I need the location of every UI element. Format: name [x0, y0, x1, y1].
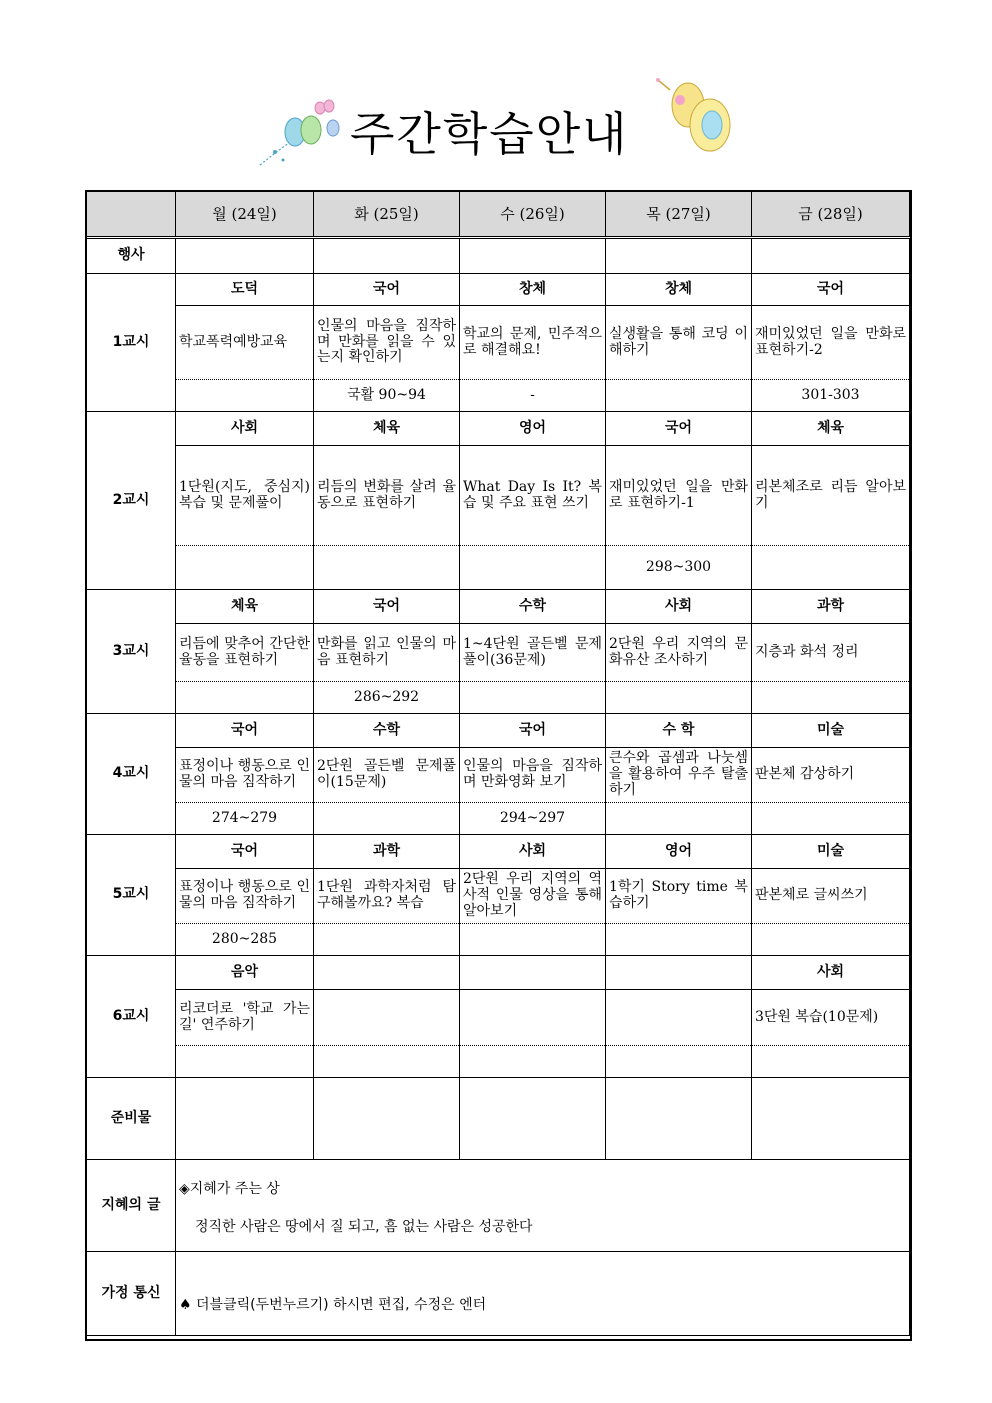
page-range-cell[interactable]: 274~279 — [176, 803, 314, 835]
period-desc-row — [87, 990, 910, 1046]
period-desc-row — [87, 306, 910, 380]
title-area — [0, 70, 992, 180]
page-range-cell[interactable] — [606, 1046, 752, 1078]
period-label: 6교시 — [87, 956, 176, 1078]
period-page-row — [87, 380, 910, 412]
lesson-description-cell[interactable]: 인물의 마음을 짐작하며 만화를 읽을 수 있는지 확인하기 — [314, 306, 460, 380]
page-range-cell[interactable] — [460, 924, 606, 956]
subject-cell[interactable]: 국어 — [176, 714, 314, 748]
subject-cell[interactable]: 국어 — [606, 412, 752, 446]
event-row — [87, 238, 910, 274]
day-header: 금 (28일) — [752, 192, 910, 238]
lesson-description-cell[interactable]: 판본체로 글씨쓰기 — [752, 869, 910, 924]
period-label: 3교시 — [87, 590, 176, 714]
header-row — [87, 192, 910, 238]
subject-cell[interactable]: 과학 — [752, 590, 910, 624]
subject-cell[interactable]: 체육 — [752, 412, 910, 446]
subject-cell[interactable]: 사회 — [460, 835, 606, 869]
page-range-cell[interactable]: 301-303 — [752, 380, 910, 412]
event-cell[interactable] — [460, 238, 606, 274]
subject-cell[interactable]: 음악 — [176, 956, 314, 990]
lesson-description-cell[interactable]: 2단원 골든벨 문제풀이(15문제) — [314, 748, 460, 803]
lesson-description-cell[interactable]: 1단원(지도, 중심지) 복습 및 문제풀이 — [176, 446, 314, 546]
subject-cell[interactable]: 창체 — [460, 274, 606, 306]
page-range-cell[interactable] — [752, 682, 910, 714]
page-range-cell[interactable]: 294~297 — [460, 803, 606, 835]
subject-cell[interactable]: 사회 — [176, 412, 314, 446]
page-range-cell[interactable] — [752, 546, 910, 590]
header-corner — [87, 192, 176, 238]
home-notice-content[interactable] — [176, 1252, 910, 1336]
subject-cell[interactable]: 수 학 — [606, 714, 752, 748]
subject-cell[interactable]: 국어 — [314, 590, 460, 624]
subject-cell[interactable]: 국어 — [314, 274, 460, 306]
period-page-row — [87, 803, 910, 835]
supplies-cell[interactable] — [314, 1078, 460, 1160]
lesson-description-cell[interactable]: 리듬의 변화를 살려 율동으로 표현하기 — [314, 446, 460, 546]
lesson-description-cell[interactable]: 지층과 화석 정리 — [752, 624, 910, 682]
lesson-description-cell[interactable]: 실생활을 통해 코딩 이해하기 — [606, 306, 752, 380]
subject-cell[interactable] — [314, 956, 460, 990]
subject-cell[interactable] — [460, 956, 606, 990]
subject-cell[interactable]: 국어 — [460, 714, 606, 748]
subject-cell[interactable]: 영어 — [606, 835, 752, 869]
subject-cell[interactable]: 사회 — [752, 956, 910, 990]
lesson-description-cell[interactable]: 1학기 Story time 복습하기 — [606, 869, 752, 924]
subject-cell[interactable]: 창체 — [606, 274, 752, 306]
page-range-cell[interactable] — [752, 803, 910, 835]
lesson-description-cell[interactable]: 학교의 문제, 민주적으로 해결해요! — [460, 306, 606, 380]
period-label: 1교시 — [87, 274, 176, 412]
lesson-description-cell[interactable] — [460, 990, 606, 1046]
page-range-cell[interactable] — [314, 803, 460, 835]
wisdom-text: 정직한 사람은 땅에서 질 되고, 흠 없는 사람은 성공한다 — [195, 1218, 533, 1235]
lesson-description-cell[interactable] — [606, 990, 752, 1046]
subject-cell[interactable]: 영어 — [460, 412, 606, 446]
period-subject-row — [87, 590, 910, 624]
subject-cell[interactable]: 체육 — [314, 412, 460, 446]
subject-cell[interactable] — [606, 956, 752, 990]
subject-cell[interactable]: 체육 — [176, 590, 314, 624]
period-desc-row — [87, 748, 910, 803]
supplies-cell[interactable] — [606, 1078, 752, 1160]
period-label: 4교시 — [87, 714, 176, 835]
lesson-description-cell[interactable]: 리듬에 맞추어 간단한 율동을 표현하기 — [176, 624, 314, 682]
page-range-cell[interactable] — [752, 1046, 910, 1078]
page-range-cell[interactable] — [176, 682, 314, 714]
lesson-description-cell[interactable]: 2단원 우리 지역의 역사적 인물 영상을 통해 알아보기 — [460, 869, 606, 924]
subject-cell[interactable]: 수학 — [460, 590, 606, 624]
period-desc-row — [87, 624, 910, 682]
page-range-cell[interactable] — [606, 924, 752, 956]
lesson-description-cell[interactable]: 만화를 읽고 인물의 마음 표현하기 — [314, 624, 460, 682]
subject-cell[interactable]: 과학 — [314, 835, 460, 869]
lesson-description-cell[interactable]: 인물의 마음을 짐작하며 만화영화 보기 — [460, 748, 606, 803]
lesson-description-cell[interactable]: 재미있었던 일을 만화로 표현하기-1 — [606, 446, 752, 546]
lesson-description-cell[interactable]: 큰수와 곱셈과 나눗셈을 활용하여 우주 탈출하기 — [606, 748, 752, 803]
wisdom-row — [87, 1160, 910, 1252]
period-subject-row — [87, 835, 910, 869]
page-range-cell[interactable]: 286~292 — [314, 682, 460, 714]
page-range-cell[interactable] — [460, 546, 606, 590]
period-desc-row — [87, 446, 910, 546]
day-header: 월 (24일) — [176, 192, 314, 238]
subject-cell[interactable]: 국어 — [752, 274, 910, 306]
period-subject-row — [87, 956, 910, 990]
page-range-cell[interactable]: 국활 90~94 — [314, 380, 460, 412]
lesson-description-cell[interactable]: 1단원 과학자처럼 탐구해볼까요? 복습 — [314, 869, 460, 924]
page-range-cell[interactable] — [460, 682, 606, 714]
period-page-row — [87, 1046, 910, 1078]
home-notice-row — [87, 1252, 910, 1336]
page-title: 주간학습안내 — [350, 107, 629, 161]
lesson-description-cell[interactable]: What Day Is It? 복습 및 주요 표현 쓰기 — [460, 446, 606, 546]
page-range-cell[interactable] — [752, 924, 910, 956]
page-range-cell[interactable] — [176, 380, 314, 412]
period-label: 5교시 — [87, 835, 176, 956]
butterfly-left-icon — [255, 90, 355, 170]
lesson-description-cell[interactable] — [314, 990, 460, 1046]
lesson-description-cell[interactable]: 2단원 우리 지역의 문화유산 조사하기 — [606, 624, 752, 682]
subject-cell[interactable]: 미술 — [752, 835, 910, 869]
lesson-description-cell[interactable]: 리코더로 '학교 가는 길' 연주하기 — [176, 990, 314, 1046]
day-header: 화 (25일) — [314, 192, 460, 238]
page-range-cell[interactable] — [606, 380, 752, 412]
lesson-description-cell[interactable]: 표정이나 행동으로 인물의 마음 짐작하기 — [176, 869, 314, 924]
day-header: 수 (26일) — [460, 192, 606, 238]
lesson-description-cell[interactable]: 학교폭력예방교육 — [176, 306, 314, 380]
period-page-row — [87, 546, 910, 590]
subject-cell[interactable]: 도덕 — [176, 274, 314, 306]
supplies-label: 준비물 — [87, 1078, 176, 1160]
lesson-description-cell[interactable]: 1~4단원 골든벨 문제 풀이(36문제) — [460, 624, 606, 682]
subject-cell[interactable]: 미술 — [752, 714, 910, 748]
page-range-cell[interactable] — [606, 682, 752, 714]
supplies-row — [87, 1078, 910, 1160]
day-header: 목 (27일) — [606, 192, 752, 238]
subject-cell[interactable]: 수학 — [314, 714, 460, 748]
page-range-cell[interactable] — [314, 924, 460, 956]
period-subject-row — [87, 412, 910, 446]
butterfly-right-icon — [650, 70, 750, 160]
page-range-cell[interactable] — [176, 546, 314, 590]
supplies-cell[interactable] — [176, 1078, 314, 1160]
wisdom-heading: ◈지혜가 주는 상 — [179, 1180, 280, 1197]
lesson-description-cell[interactable]: 판본체 감상하기 — [752, 748, 910, 803]
period-label: 2교시 — [87, 412, 176, 590]
page-range-cell[interactable]: - — [460, 380, 606, 412]
subject-cell[interactable]: 사회 — [606, 590, 752, 624]
wisdom-label: 지혜의 글 — [87, 1160, 176, 1252]
period-subject-row — [87, 714, 910, 748]
page-range-cell[interactable] — [314, 1046, 460, 1078]
lesson-description-cell[interactable]: 3단원 복습(10문제) — [752, 990, 910, 1046]
wisdom-content[interactable] — [176, 1160, 910, 1252]
page-range-cell[interactable] — [606, 803, 752, 835]
period-page-row — [87, 682, 910, 714]
event-cell[interactable] — [314, 238, 460, 274]
supplies-cell[interactable] — [460, 1078, 606, 1160]
page-range-cell[interactable] — [460, 1046, 606, 1078]
event-label: 행사 — [87, 238, 176, 274]
page-range-cell[interactable] — [176, 1046, 314, 1078]
home-notice-label: 가정 통신 — [87, 1252, 176, 1336]
lesson-description-cell[interactable]: 리본체조로 리듬 알아보기 — [752, 446, 910, 546]
subject-cell[interactable]: 국어 — [176, 835, 314, 869]
period-page-row — [87, 924, 910, 956]
event-cell[interactable] — [606, 238, 752, 274]
period-subject-row — [87, 274, 910, 306]
page-range-cell[interactable] — [314, 546, 460, 590]
home-notice-text: ♠ 더블클릭(두번누르기) 하시면 편집, 수정은 엔터 — [179, 1296, 487, 1313]
page-range-cell[interactable]: 298~300 — [606, 546, 752, 590]
page-range-cell[interactable]: 280~285 — [176, 924, 314, 956]
lesson-description-cell[interactable]: 표정이나 행동으로 인물의 마음 짐작하기 — [176, 748, 314, 803]
supplies-cell[interactable] — [752, 1078, 910, 1160]
event-cell[interactable] — [176, 238, 314, 274]
event-cell[interactable] — [752, 238, 910, 274]
lesson-description-cell[interactable]: 재미있었던 일을 만화로 표현하기-2 — [752, 306, 910, 380]
weekly-schedule-table — [86, 191, 910, 1336]
period-desc-row — [87, 869, 910, 924]
